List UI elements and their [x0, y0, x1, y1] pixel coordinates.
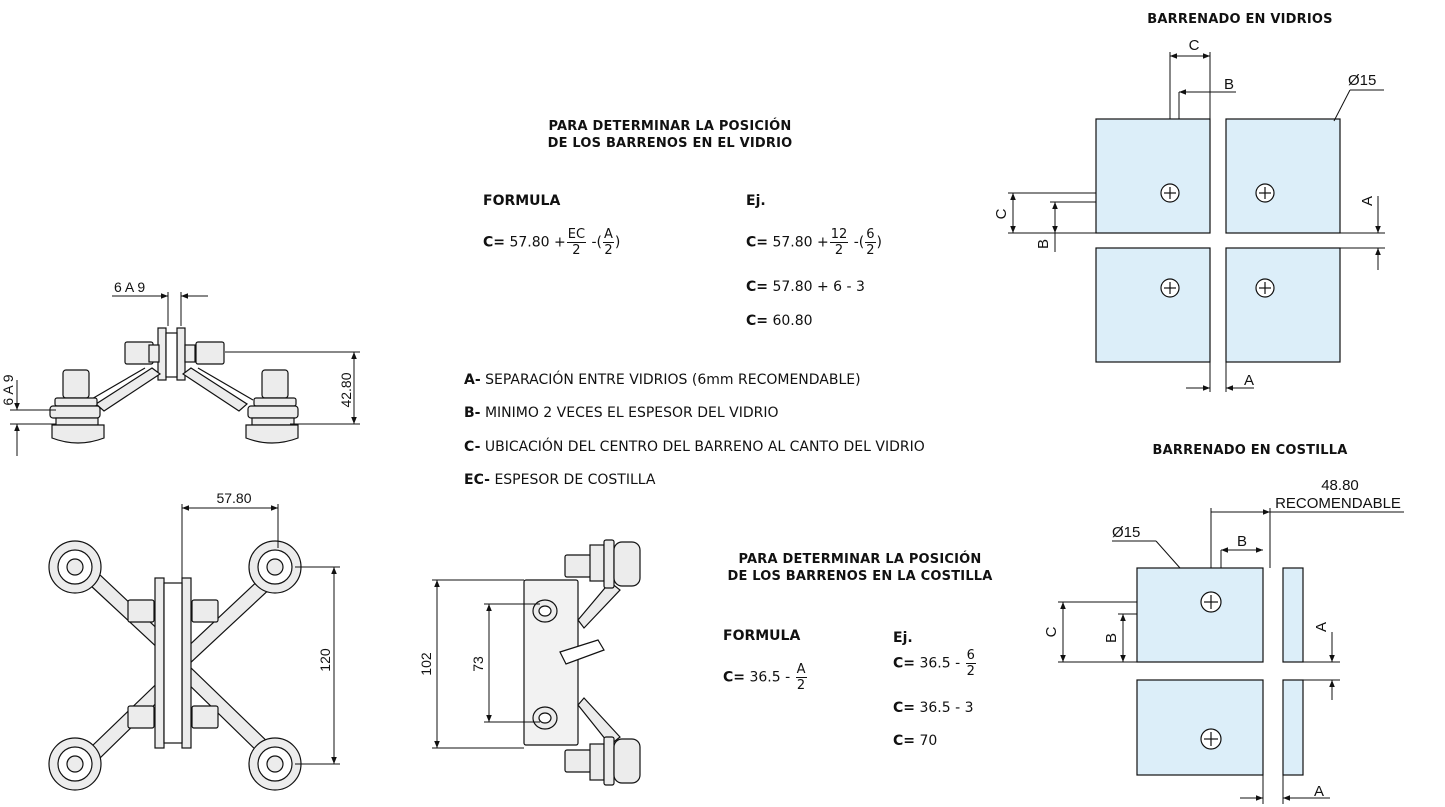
heading-posicion-costilla-line2: DE LOS BARRENOS EN LA COSTILLA [727, 569, 993, 584]
legend-text: UBICACIÓN DEL CENTRO DEL BARRENO AL CANTO DEL VIDRIO [484, 439, 925, 455]
dim-b-side-costilla: B [1103, 632, 1120, 644]
bracket-view [524, 540, 640, 785]
ej-costilla-c2: C= [893, 700, 916, 716]
heading-barrenado-costilla: BARRENADO EN COSTILLA [1152, 443, 1348, 458]
dim-c-top-vidrios: C [1188, 37, 1200, 54]
ej-costilla-base: 36.5 - [919, 655, 961, 672]
frac-num: A [604, 227, 613, 242]
legend-key: C- [464, 439, 481, 455]
frac-den: 2 [866, 243, 875, 258]
dim-a-bottom-costilla: A [1314, 783, 1325, 800]
dim-c-side-costilla: C [1043, 626, 1060, 638]
spider-side-view [50, 328, 298, 443]
formula-vidrio-minus: - [591, 234, 597, 251]
ej-vidrio-c3: C= [746, 313, 769, 329]
dim-rec-value: 48.80 [1321, 477, 1359, 494]
dim-height-side: 42.80 [338, 372, 354, 408]
dim-arm-span: 120 [317, 648, 333, 672]
dim-a-side-vidrios: A [1359, 195, 1376, 207]
frac-num: 6 [966, 648, 975, 663]
dim-c-side-vidrios: C [993, 208, 1010, 220]
formula-costilla-c: C= [723, 669, 746, 686]
ej-vidrio-line2-text: 57.80 + 6 - 3 [772, 279, 865, 295]
legend-text: MINIMO 2 VECES EL ESPESOR DEL VIDRIO [484, 405, 779, 421]
dim-rec-label: RECOMENDABLE [1275, 495, 1401, 512]
formula-vidrio-c: C= [483, 234, 506, 251]
frac-num: EC [567, 227, 586, 242]
dim-bracket-height: 102 [418, 652, 434, 676]
formula-label-costilla: FORMULA [723, 628, 801, 644]
formula-costilla-base: 36.5 - [749, 669, 791, 686]
ej-costilla-c: C= [893, 655, 916, 672]
dim-diam-vidrios: Ø15 [1348, 72, 1377, 89]
dim-bracket-holes: 73 [470, 656, 486, 672]
legend-key: EC- [464, 472, 490, 488]
ej-costilla-line3-text: 70 [919, 733, 938, 749]
frac-den: 2 [604, 243, 613, 258]
frac-num: A [796, 662, 806, 677]
frac-den: 2 [572, 243, 581, 258]
ej-costilla-c3: C= [893, 733, 916, 749]
dim-a-bottom-vidrios: A [1244, 372, 1255, 389]
heading-posicion-costilla-line1: PARA DETERMINAR LA POSICIÓN [738, 552, 982, 567]
ej-vidrio-minus: - [853, 234, 859, 251]
formula-vidrio: C= 57.80 + $\frac{EC}{2}$ -( $\frac{A}{2}$ ) [483, 227, 621, 258]
legend-text: SEPARACIÓN ENTRE VIDRIOS (6mm RECOMENDABLE) [485, 372, 861, 388]
ej-vidrio-c: C= [746, 234, 769, 251]
dim-b-side-vidrios: B [1035, 238, 1052, 250]
dim-diam-costilla: Ø15 [1112, 524, 1141, 541]
ej-vidrio-base: 57.80 + [772, 234, 829, 251]
ej-vidrio-line1: C= 57.80 + $\frac{12}{2}$ -( $\frac{6}{2}$ ) [746, 227, 883, 258]
spider-front-view [49, 541, 301, 790]
ej-label-costilla: Ej. [893, 630, 913, 646]
frac-den: 2 [796, 678, 806, 693]
legend-key: B- [464, 405, 481, 421]
dim-b-top-vidrios: B [1224, 76, 1235, 93]
frac-den: 2 [834, 243, 844, 258]
dim-a-side-costilla: A [1313, 621, 1330, 633]
glass-panels-vidrios [1096, 119, 1340, 362]
dim-gap-top: 6 A 9 [114, 279, 146, 295]
heading-posicion-vidrio-line2: DE LOS BARRENOS EN EL VIDRIO [547, 136, 793, 151]
heading-barrenado-vidrios: BARRENADO EN VIDRIOS [1147, 12, 1333, 27]
frac-num: 12 [830, 227, 848, 242]
ej-costilla-line2-text: 36.5 - 3 [919, 700, 974, 716]
formula-vidrio-base: 57.80 + [509, 234, 566, 251]
frac-num: 6 [866, 227, 875, 242]
ej-vidrio-line3-text: 60.80 [772, 313, 813, 329]
legend-key: A- [464, 372, 481, 388]
formula-label-vidrio: FORMULA [483, 193, 561, 209]
dim-b-top-costilla: B [1236, 533, 1248, 550]
dim-arm-offset: 57.80 [216, 490, 252, 506]
heading-posicion-vidrio-line1: PARA DETERMINAR LA POSICIÓN [548, 119, 792, 134]
ej-label-vidrio: Ej. [746, 193, 766, 209]
ej-vidrio-c2: C= [746, 279, 769, 295]
dim-gap-side: 6 A 9 [0, 374, 16, 406]
legend-text: ESPESOR DE COSTILLA [494, 472, 656, 488]
frac-den: 2 [966, 664, 975, 679]
